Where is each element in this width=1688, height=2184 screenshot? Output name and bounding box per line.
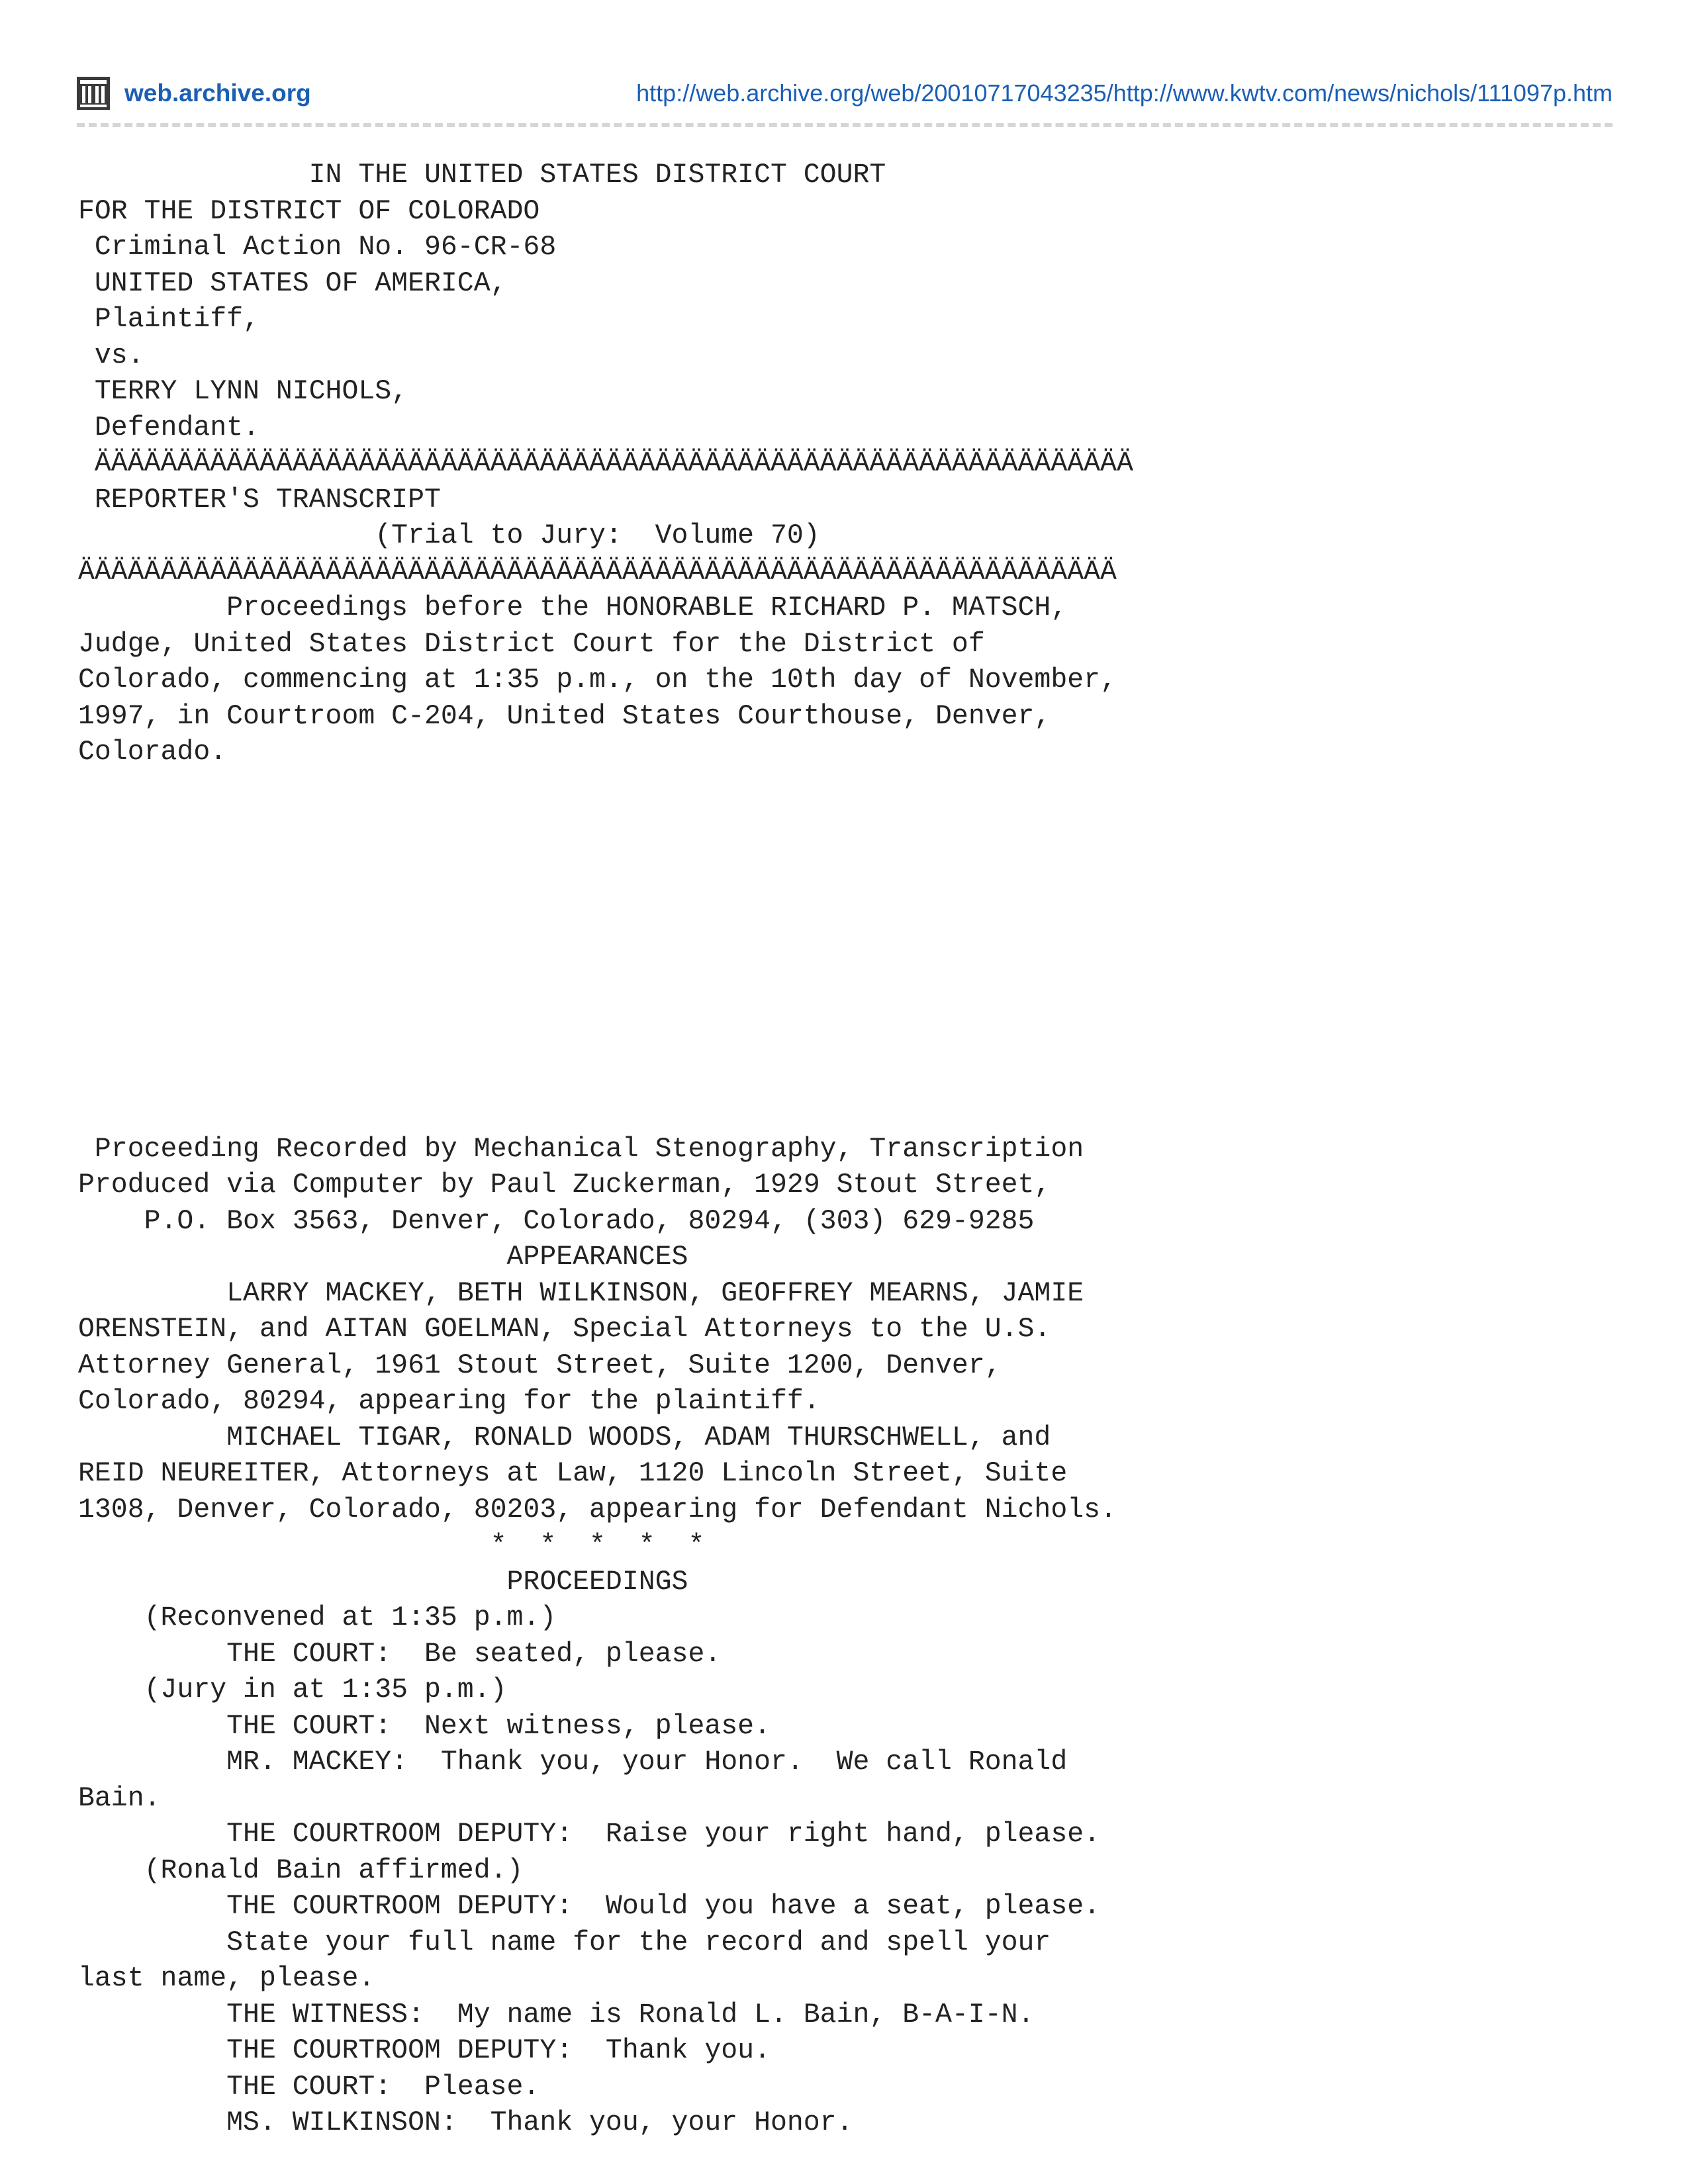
reporter-line: Produced via Computer by Paul Zuckerman, 1929 Stout Street, — [78, 1169, 1051, 1201]
district-line: FOR THE DISTRICT OF COLORADO — [78, 195, 540, 227]
section-stars: * * * * * — [78, 1530, 705, 1561]
appearance-line: Attorney General, 1961 Stout Street, Suite 1200, Denver, — [78, 1349, 1002, 1381]
proceedings-intro-line: Proceedings before the HONORABLE RICHARD P. MATSCH, — [78, 592, 1068, 623]
reporter-line: Proceeding Recorded by Mechanical Stenography, Transcription — [78, 1133, 1084, 1165]
case-number-line: Criminal Action No. 96-CR-68 — [78, 232, 557, 263]
header-divider — [77, 123, 1613, 127]
proceeding-line: THE COURT: Be seated, please. — [78, 1638, 722, 1670]
proceedings-intro-line: Judge, United States District Court for the District of — [78, 628, 985, 660]
separator-line: ÄÄÄÄÄÄÄÄÄÄÄÄÄÄÄÄÄÄÄÄÄÄÄÄÄÄÄÄÄÄÄÄÄÄÄÄÄÄÄÄÄÄÄÄÄÄÄÄÄÄÄÄÄÄÄÄÄÄÄÄÄÄÄ — [78, 448, 1133, 479]
appearance-line: MICHAEL TIGAR, RONALD WOODS, ADAM THURSCHWELL, and — [78, 1422, 1051, 1453]
proceedings-intro-line: Colorado. — [78, 737, 227, 768]
appearance-line: 1308, Denver, Colorado, 80203, appearing for Defendant Nichols. — [78, 1494, 1117, 1525]
versus-line: vs. — [78, 340, 144, 371]
proceeding-line: (Reconvened at 1:35 p.m.) — [78, 1602, 557, 1633]
archived-page-url-link[interactable]: http://web.archive.org/web/20010717043235/http://www.kwtv.com/news/nichols/111097p.htm — [636, 79, 1613, 107]
proceeding-line: (Jury in at 1:35 p.m.) — [78, 1674, 507, 1706]
proceeding-line: THE COURTROOM DEPUTY: Would you have a seat, please. — [78, 1891, 1101, 1922]
appearance-line: LARRY MACKEY, BETH WILKINSON, GEOFFREY MEARNS, JAMIE — [78, 1277, 1084, 1309]
proceeding-line: THE COURT: Next witness, please. — [78, 1710, 771, 1742]
site-name-link[interactable]: web.archive.org — [124, 79, 311, 107]
defendant-name-line: TERRY LYNN NICHOLS, — [78, 376, 408, 407]
proceedings-intro-line: Colorado, commencing at 1:35 p.m., on the 10th day of November, — [78, 664, 1117, 696]
plaintiff-label-line: Plaintiff, — [78, 304, 259, 335]
appearances-heading: APPEARANCES — [78, 1242, 688, 1273]
blank-space — [78, 771, 1601, 1132]
appearance-line: Colorado, 80294, appearing for the plaintiff. — [78, 1386, 820, 1417]
proceeding-line: State your full name for the record and spell your — [78, 1927, 1051, 1958]
court-name-line: IN THE UNITED STATES DISTRICT COURT — [78, 159, 886, 191]
appearance-line: ORENSTEIN, and AITAN GOELMAN, Special Attorneys to the U.S. — [78, 1314, 1051, 1345]
proceeding-line: Bain. — [78, 1782, 161, 1814]
archive-building-icon[interactable] — [77, 77, 110, 110]
proceeding-line: MR. MACKEY: Thank you, your Honor. We call Ronald — [78, 1747, 1068, 1778]
appearance-line: REID NEUREITER, Attorneys at Law, 1120 Lincoln Street, Suite — [78, 1458, 1068, 1489]
plaintiff-name-line: UNITED STATES OF AMERICA, — [78, 267, 507, 299]
proceeding-line: (Ronald Bain affirmed.) — [78, 1854, 524, 1886]
archive-header — [77, 77, 1613, 114]
proceeding-line: THE COURTROOM DEPUTY: Raise your right hand, please. — [78, 1819, 1101, 1850]
volume-line: (Trial to Jury: Volume 70) — [78, 520, 820, 551]
proceeding-line: last name, please. — [78, 1963, 375, 1994]
proceedings-intro-line: 1997, in Courtroom C-204, United States Courthouse, Denver, — [78, 700, 1051, 732]
proceeding-line: THE COURTROOM DEPUTY: Thank you. — [78, 2035, 771, 2066]
proceeding-line: THE WITNESS: My name is Ronald L. Bain, B-A-I-N. — [78, 1999, 1035, 2030]
proceeding-line: THE COURT: Please. — [78, 2071, 540, 2103]
transcript-body — [78, 158, 1601, 2142]
transcript-title: REPORTER'S TRANSCRIPT — [78, 484, 441, 516]
separator-line: ÄÄÄÄÄÄÄÄÄÄÄÄÄÄÄÄÄÄÄÄÄÄÄÄÄÄÄÄÄÄÄÄÄÄÄÄÄÄÄÄÄÄÄÄÄÄÄÄÄÄÄÄÄÄÄÄÄÄÄÄÄÄÄ — [78, 556, 1117, 588]
defendant-label-line: Defendant. — [78, 412, 259, 443]
proceeding-line: MS. WILKINSON: Thank you, your Honor. — [78, 2107, 853, 2138]
proceedings-heading: PROCEEDINGS — [78, 1566, 688, 1598]
reporter-line: P.O. Box 3563, Denver, Colorado, 80294, (303) 629-9285 — [78, 1205, 1035, 1237]
